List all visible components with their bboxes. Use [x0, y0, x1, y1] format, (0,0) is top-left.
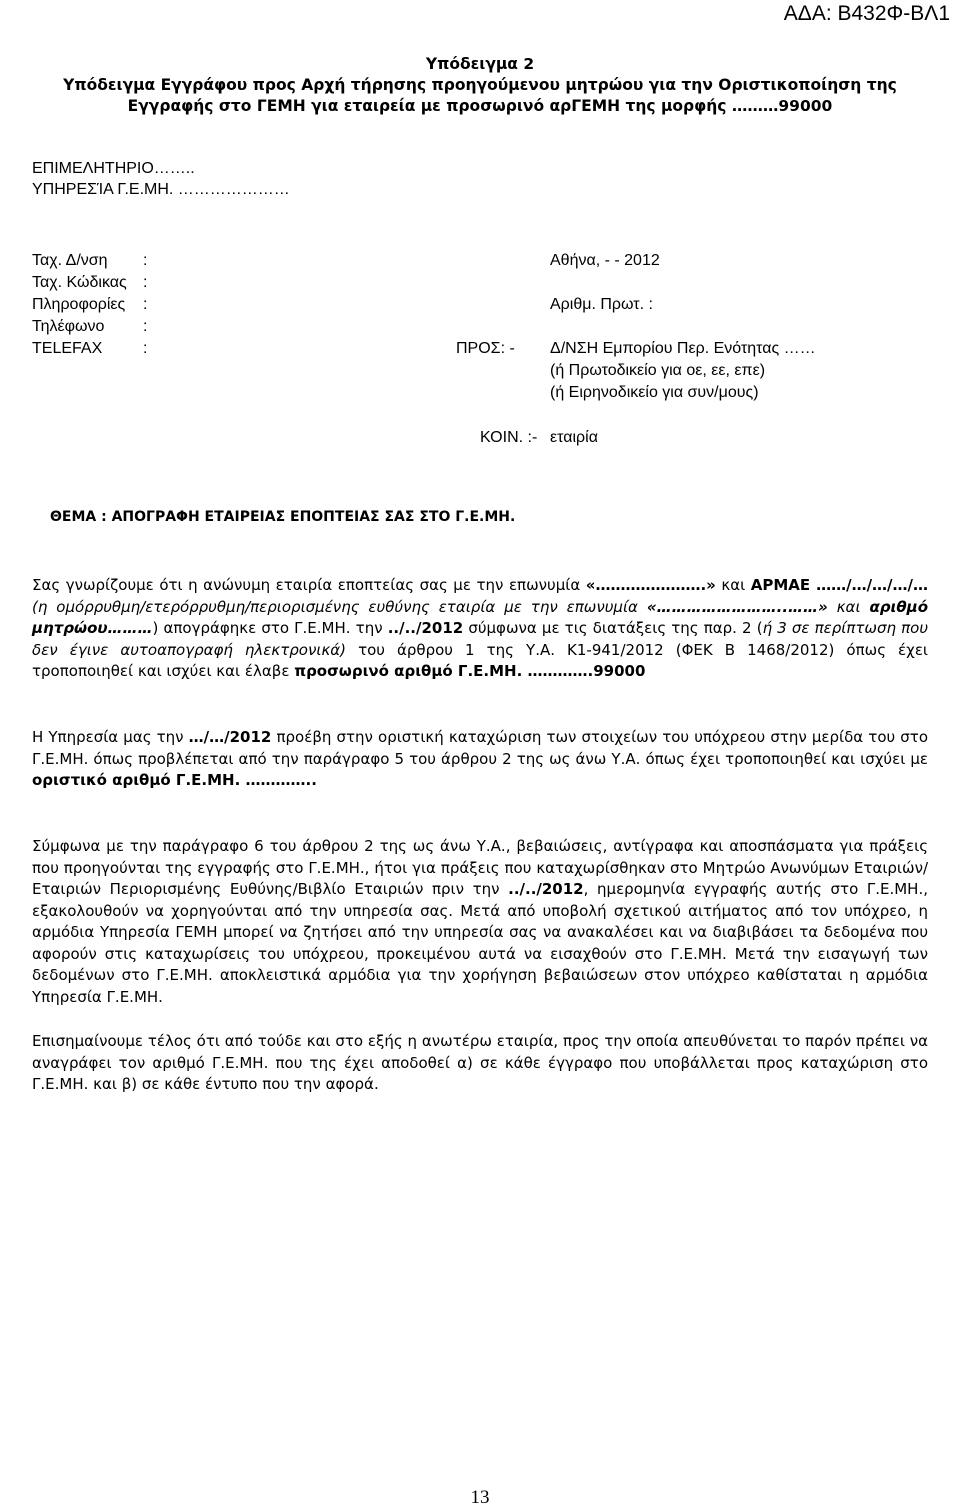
chamber-name: ΕΠΙΜΕΛΗΤΗΡΙΟ…….. — [32, 160, 195, 177]
template-number: Υπόδειγμα 2 — [425, 55, 535, 73]
field-sep: : — [143, 318, 148, 335]
field-label-info: Πληροφορίες — [32, 296, 126, 313]
field-label-phone: Τηλέφωνο — [32, 318, 105, 335]
cc-label: ΚΟΙΝ. :- — [480, 429, 538, 446]
cc-recipient: εταιρία — [550, 429, 598, 446]
title-line-1: Υπόδειγμα Εγγράφου προς Αρχή τήρησης προηγούμενου μητρώου για την Οριστικοποίηση της — [63, 76, 897, 94]
to-label: ΠΡΟΣ: - — [456, 340, 515, 357]
to-recipient: Δ/ΝΣΗ Εμπορίου Περ. Ενότητας …… — [550, 340, 816, 357]
to-recipient-alt-2: (ή Ειρηνοδικείο για συν/μους) — [550, 384, 759, 401]
paragraph-2: Η Υπηρεσία μας την …/…/2012 προέβη στην οριστική καταχώριση των στοιχείων του υπόχρεου στην μερίδα του στο Γ.Ε.ΜΗ. όπως προβλέπεται από την παράγραφο 5 του άρθρου 2 της ως άνω Υ.Α. όπως έχει τροποποιηθεί και ισχύει με οριστικό αριθμό Γ.Ε.ΜΗ. ………….. — [32, 728, 928, 789]
paragraph-1: Σας γνωρίζουμε ότι η ανώνυμη εταιρία εποπτείας σας με την επωνυμία «………………….» και ΑΡΜΑΕ ……/…/…/…/… (η ομόρρυθμη/ετερόρρυθμη/περιορισμένης ευθύνης εταιρία με την επωνυμία «……………………..……» και αριθμό μητρώου………) απογράφηκε στο Γ.Ε.ΜΗ. την ../../2012 σύμφωνα με τις διατάξεις της παρ. 2 (ή 3 σε περίπτωση που δεν έγινε αυτοαπογραφή ηλεκτρονικά) του άρθρου 1 της Υ.Α. Κ1-941/2012 (ΦΕΚ Β 1468/2012) όπως έχει τροποποιηθεί και ισχύει και έλαβε προσωρινό αριθμό Γ.Ε.ΜΗ. ………….99000 — [32, 576, 929, 680]
ada-code: ΑΔΑ: Β432Φ-ΒΛ1 — [783, 2, 950, 25]
paragraph-4: Επισημαίνουμε τέλος ότι από τούδε και στο εξής η ανωτέρω εταιρία, προς την οποία απευθύνεται το παρόν πρέπει να αναγράφει τον αριθμό Γ.Ε.ΜΗ. που της έχει αποδοθεί α) σε κάθε έγγραφο που υποβάλλεται προς καταχώριση στο Γ.Ε.ΜΗ. και β) σε κάθε έντυπο που την αφορά. — [32, 1032, 928, 1093]
field-sep: : — [143, 274, 148, 291]
field-label-fax: TELEFAX — [32, 340, 103, 357]
protocol-number: Αριθμ. Πρωτ. : — [550, 296, 653, 313]
field-sep: : — [143, 252, 148, 269]
field-sep: : — [143, 296, 148, 313]
field-label-address: Ταχ. Δ/νση — [32, 252, 108, 269]
field-label-postcode: Ταχ. Κώδικας — [32, 274, 127, 291]
to-recipient-alt-1: (ή Πρωτοδικείο για οε, εε, επε) — [550, 362, 766, 379]
subject-line: ΘΕΜΑ : ΑΠΟΓΡΑΦΗ ΕΤΑΙΡΕΙΑΣ ΕΠΟΠΤΕΙΑΣ ΣΑΣ ΣΤΟ Γ.Ε.ΜΗ. — [50, 509, 516, 525]
date-line: Αθήνα, - - 2012 — [550, 252, 660, 269]
page-number: 13 — [470, 1487, 490, 1508]
field-sep: : — [143, 340, 148, 357]
service-name: ΥΠΗΡΕΣΊΑ Γ.Ε.ΜΗ. ………………… — [32, 181, 290, 198]
title-line-2: Εγγραφής στο ΓΕΜΗ για εταιρεία με προσωρινό αρΓΕΜΗ της μορφής ………99000 — [127, 97, 833, 115]
paragraph-3: Σύμφωνα με την παράγραφο 6 του άρθρου 2 της ως άνω Υ.Α., βεβαιώσεις, αντίγραφα και αποσπάσματα για πράξεις που προηγούνται της εγγραφής στο Γ.Ε.ΜΗ., ήτοι για πράξεις που καταχωρίσθηκαν στο Μητρώο Ανωνύμων Εταιριών/Εταιριών Περιορισμένης Ευθύνης/Βιβλίο Εταιριών πριν την ../../2012, ημερομηνία εγγραφής αυτής στο Γ.Ε.ΜΗ., εξακολουθούν να χορηγούνται από την υπηρεσία σας. Μετά από υποβολή σχετικού αιτήματος από τον υπόχρεο, η αρμόδια Υπηρεσία ΓΕΜΗ μπορεί να ζητήσει από την υπηρεσία σας να ανακαλέσει και να διαβιβάσει τα δεδομένα που αφορούν στις καταχωρίσεις του υπόχρεου, προκειμένου αυτά να εισαχθούν στο Γ.Ε.ΜΗ. Μετά την εισαγωγή των δεδομένων στο Γ.Ε.ΜΗ. αποκλειστικά αρμόδια για την χορήγηση βεβαιώσεων στον υπόχρεο καθίσταται η αρμόδια Υπηρεσία Γ.Ε.ΜΗ. — [32, 837, 928, 1006]
